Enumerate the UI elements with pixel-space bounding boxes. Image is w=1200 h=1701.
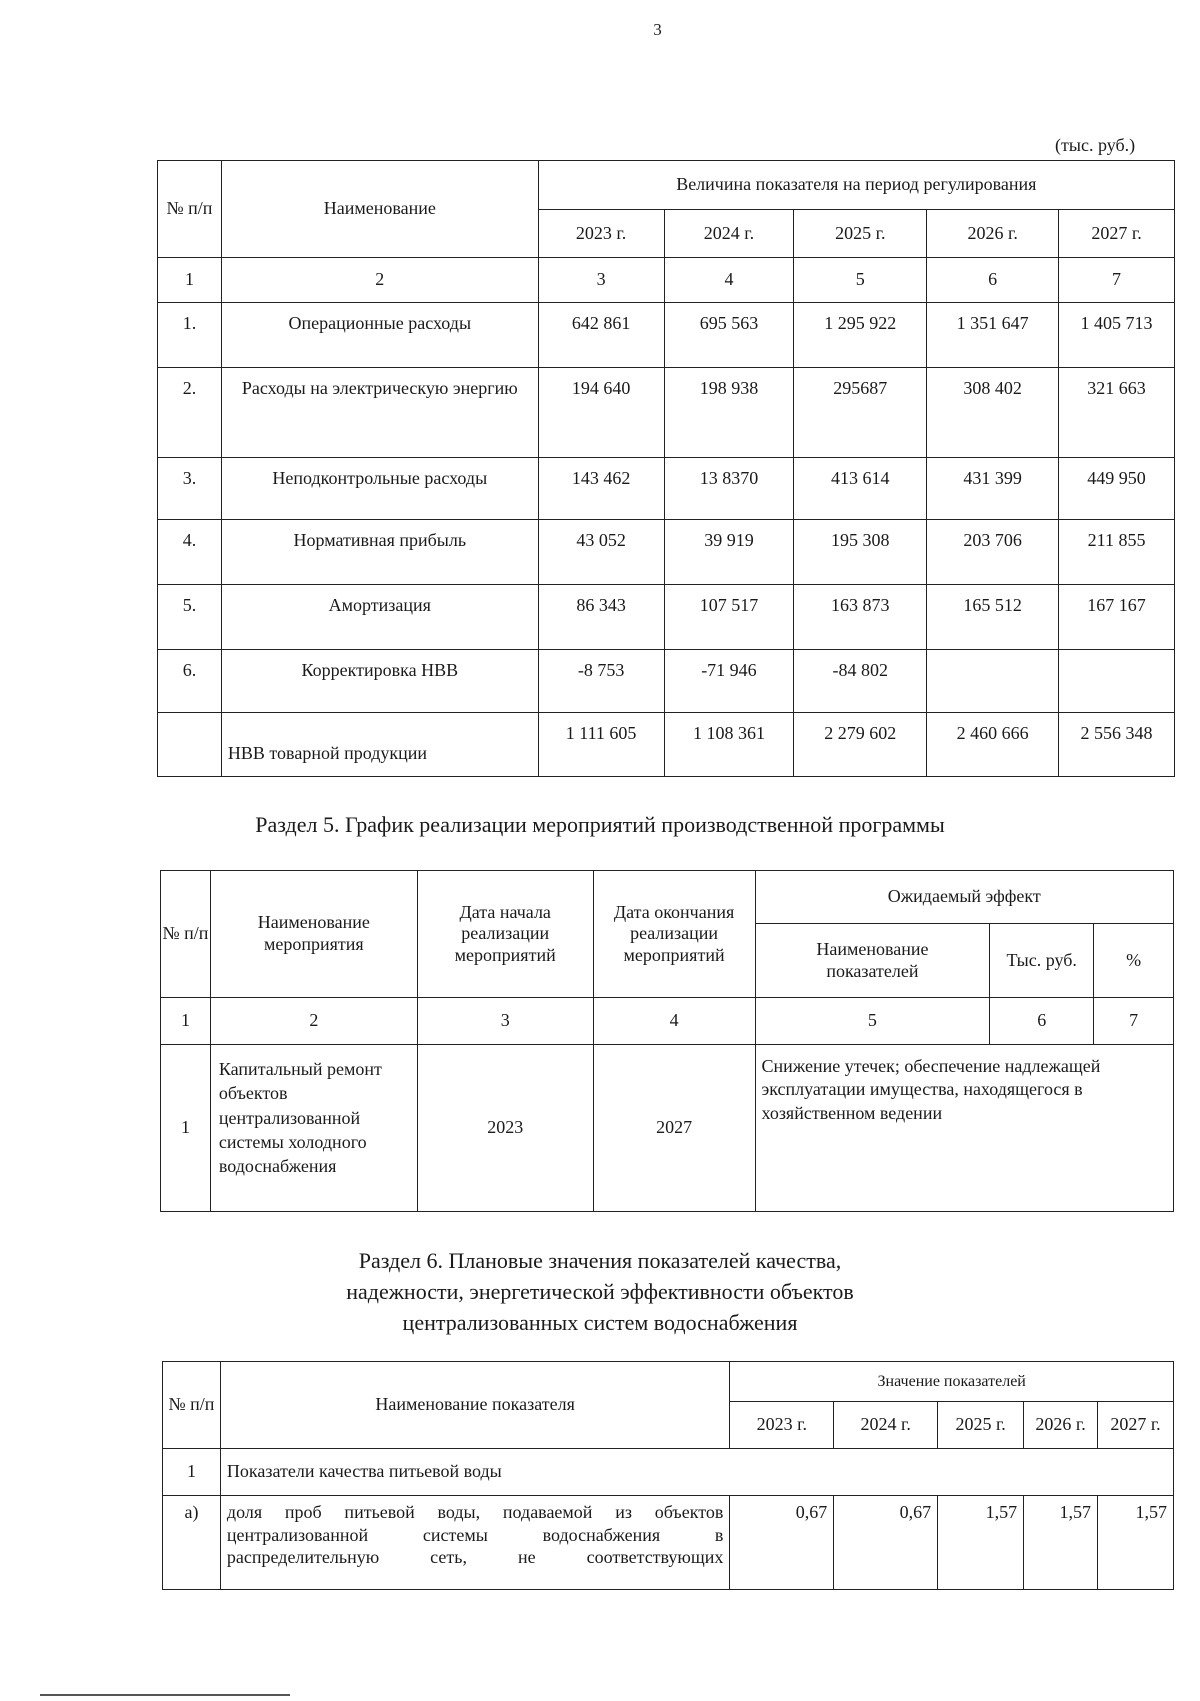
row-value: 167 167 [1059,585,1175,650]
row-value: 2 556 348 [1059,713,1175,777]
table-row [158,368,1175,458]
section5-title: Раздел 5. График реализации мероприятий производственной программы [255,812,945,837]
row-name: Операционные расходы [221,303,538,368]
row-value [927,650,1059,713]
row-name: Нормативная прибыль [221,520,538,585]
table-row [158,520,1175,585]
row-name-line: централизованной системы водоснабжения в [226,1524,724,1545]
table-row [163,1496,1174,1590]
row-value: 1 405 713 [1059,303,1175,368]
table-row [158,458,1175,520]
row-value: 308 402 [927,368,1059,458]
col-number: 5 [794,258,927,303]
row-num: 1. [158,303,222,368]
row-value: 1 295 922 [794,303,927,368]
schedule-table [160,870,1174,1212]
col-number: 5 [755,998,990,1045]
row-value: 143 462 [538,458,664,520]
col-number: 3 [417,998,593,1045]
budget-table [157,160,1175,777]
header-period: Величина показателя на период регулирования [538,161,1174,210]
header-year: 2027 г. [1098,1402,1174,1449]
header-year: 2027 г. [1059,210,1175,258]
row-value: 0,67 [834,1496,938,1590]
table-row [158,303,1175,368]
row-num: а) [163,1496,221,1590]
col-number: 7 [1094,998,1174,1045]
header-year: 2024 г. [834,1402,938,1449]
row-num: 2. [158,368,222,458]
row-name: Показатели качества питьевой воды [220,1449,1173,1496]
header-year: 2026 г. [1024,1402,1098,1449]
header-end: Дата окончания реализации мероприятий [593,871,755,998]
row-value: 163 873 [794,585,927,650]
row-value: 1,57 [1024,1496,1098,1590]
row-value: 695 563 [664,303,794,368]
row-value: 1 111 605 [538,713,664,777]
header-num: № п/п [158,161,222,258]
header-num: № п/п [163,1362,221,1449]
col-number: 4 [664,258,794,303]
row-name [220,1496,729,1590]
row-name: Корректировка НВВ [221,650,538,713]
table-row [161,1045,1174,1212]
col-number: 1 [161,998,211,1045]
unit-label: (тыс. руб.) [1055,135,1136,155]
row-value: 13 8370 [664,458,794,520]
row-num: 3. [158,458,222,520]
header-start: Дата начала реализации мероприятий [417,871,593,998]
table-section-row [163,1449,1174,1496]
header-num: № п/п [161,871,211,998]
section6-title-line: централизованных систем водоснабжения [402,1310,798,1335]
col-number: 6 [990,998,1094,1045]
row-value: 0,67 [730,1496,834,1590]
row-num: 1 [161,1045,211,1212]
row-value: 198 938 [664,368,794,458]
header-year: 2023 г. [730,1402,834,1449]
row-name: НВВ товарной продукции [221,713,538,777]
col-number: 1 [158,258,222,303]
row-start: 2023 [417,1045,593,1212]
row-value: 413 614 [794,458,927,520]
row-name: Неподконтрольные расходы [221,458,538,520]
header-name: Наименование мероприятия [210,871,417,998]
row-value: 1 351 647 [927,303,1059,368]
row-value: 1,57 [938,1496,1024,1590]
indicators-table [162,1361,1174,1590]
row-num [158,713,222,777]
header-effect: Ожидаемый эффект [755,871,1174,924]
row-value: -84 802 [794,650,927,713]
row-value: 39 919 [664,520,794,585]
header-year: 2023 г. [538,210,664,258]
row-value: 449 950 [1059,458,1175,520]
table-row [158,650,1175,713]
row-value: 165 512 [927,585,1059,650]
row-value: 2 460 666 [927,713,1059,777]
col-number: 3 [538,258,664,303]
col-number: 2 [221,258,538,303]
section6-title-line: надежности, энергетической эффективности объектов [346,1279,854,1304]
row-name: Капитальный ремонт объектов централизованной системы холодного водоснабжения [210,1045,417,1212]
header-year: 2025 г. [794,210,927,258]
col-number: 4 [593,998,755,1045]
row-value: 43 052 [538,520,664,585]
header-name: Наименование [221,161,538,258]
row-num: 4. [158,520,222,585]
col-number: 2 [210,998,417,1045]
header-thousand-rub: Тыс. руб. [990,924,1094,998]
row-value: 86 343 [538,585,664,650]
footer-line [40,1694,290,1696]
row-value: 1 108 361 [664,713,794,777]
row-value: 1,57 [1098,1496,1174,1590]
table-row [158,585,1175,650]
row-value: 194 640 [538,368,664,458]
row-name-line: распределительную сеть, не соответствующих [226,1547,724,1567]
table-row-total [158,713,1175,777]
row-end: 2027 [593,1045,755,1212]
row-value: 203 706 [927,520,1059,585]
header-year: 2025 г. [938,1402,1024,1449]
header-percent: % [1094,924,1174,998]
col-number: 7 [1059,258,1175,303]
row-value: -71 946 [664,650,794,713]
section6-title-line: Раздел 6. Плановые значения показателей качества, [358,1248,842,1273]
header-values: Значение показателей [730,1362,1174,1402]
row-value: 2 279 602 [794,713,927,777]
row-num: 5. [158,585,222,650]
row-value: -8 753 [538,650,664,713]
header-indicators: Наименование показателей [755,924,990,998]
row-value: 321 663 [1059,368,1175,458]
row-value: 295687 [794,368,927,458]
header-year: 2026 г. [927,210,1059,258]
row-num: 1 [163,1449,221,1496]
row-num: 6. [158,650,222,713]
row-value: 195 308 [794,520,927,585]
row-value: 642 861 [538,303,664,368]
row-name: Расходы на электрическую энергию [221,368,538,458]
row-value [1059,650,1175,713]
row-effect: Снижение утечек; обеспечение надлежащей эксплуатации имущества, находящегося в хозяйственном ведении [755,1045,1174,1212]
section6-title [0,1245,1200,1338]
col-number: 6 [927,258,1059,303]
page-number: 3 [653,20,662,39]
header-year: 2024 г. [664,210,794,258]
row-value: 211 855 [1059,520,1175,585]
row-name: Амортизация [221,585,538,650]
row-value: 107 517 [664,585,794,650]
row-name-line: доля проб питьевой воды, подаваемой из объектов [226,1502,724,1522]
row-value: 431 399 [927,458,1059,520]
header-name: Наименование показателя [220,1362,729,1449]
